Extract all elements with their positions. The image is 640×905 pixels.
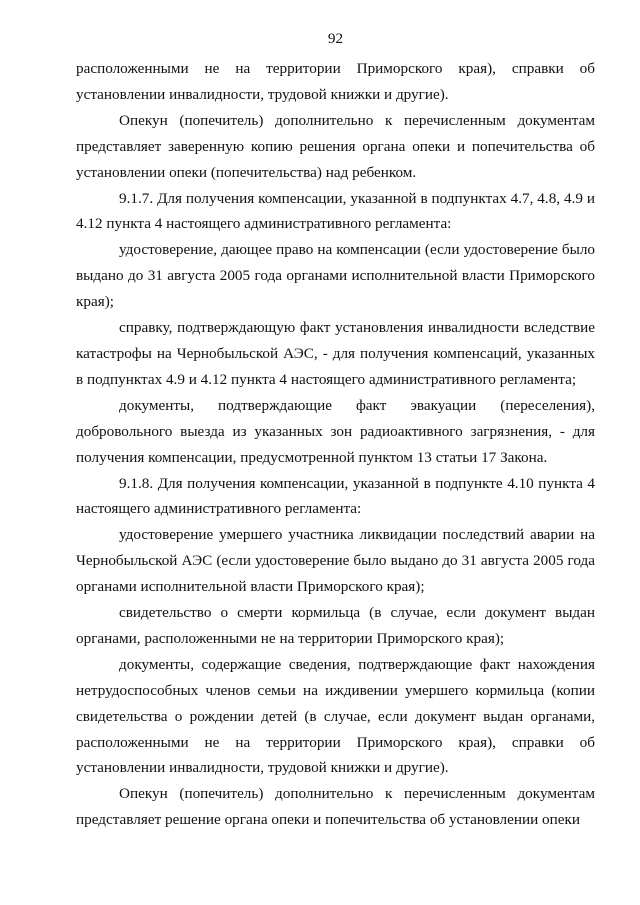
paragraph-guardian-copy: Опекун (попечитель) дополнительно к перечисленным документам представляет заверенную копию решения органа опеки и попечительства об установлении опеки (попечительства) над ребенком. bbox=[76, 111, 595, 181]
paragraph-death-certificate: свидетельство о смерти кормильца (в случае, если документ выдан органами, расположенными не на территории Приморского края); bbox=[76, 604, 595, 647]
paragraph-disability-reference: справку, подтверждающую факт установления инвалидности вследствие катастрофы на Чернобыльской АЭС, - для получения компенсаций, указанных в подпунктах 4.9 и 4.12 пункта 4 настоящего административного регламента; bbox=[76, 319, 595, 388]
paragraph-9-1-7: 9.1.7. Для получения компенсации, указанной в подпунктах 4.7, 4.8, 4.9 и 4.12 пункта 4 настоящего административного регламента: bbox=[76, 189, 595, 233]
paragraph-9-1-8: 9.1.8. Для получения компенсации, указанной в подпункте 4.10 пункта 4 настоящего административного регламента: bbox=[76, 474, 595, 518]
paragraph-deceased-certificate: удостоверение умершего участника ликвидации последствий аварии на Чернобыльской АЭС (если удостоверение было выдано до 31 августа 2005 года органами исполнительной власти Приморского края); bbox=[76, 526, 595, 596]
page-number: 92 bbox=[327, 30, 344, 47]
paragraph-certificate-right: удостоверение, дающее право на компенсации (если удостоверение было выдано до 31 августа 2005 года органами исполнительной власти Приморского края); bbox=[76, 241, 595, 311]
paragraph-guardian-decision: Опекун (попечитель) дополнительно к перечисленным документам представляет решение органа опеки и попечительства об установлении опеки bbox=[76, 785, 595, 829]
document-page bbox=[76, 30, 595, 833]
paragraph-continuation: расположенными не на территории Приморского края), справки об установлении инвалидности, трудовой книжки и другие). bbox=[76, 60, 595, 103]
paragraph-dependency-documents: документы, содержащие сведения, подтверждающие факт нахождения нетрудоспособных членов семьи на иждивении умершего кормильца (копии свидетельства о рождении детей (в случае, если документ выдан органами, расположенными не на территории Приморского края), справки об установлении инвалидности, трудовой книжки и другие). bbox=[76, 655, 595, 777]
paragraph-evacuation-documents: документы, подтверждающие факт эвакуации (переселения), добровольного выезда из указанных зон радиоактивного загрязнения, - для получения компенсации, предусмотренной пунктом 13 статьи 17 Закона. bbox=[76, 396, 595, 466]
